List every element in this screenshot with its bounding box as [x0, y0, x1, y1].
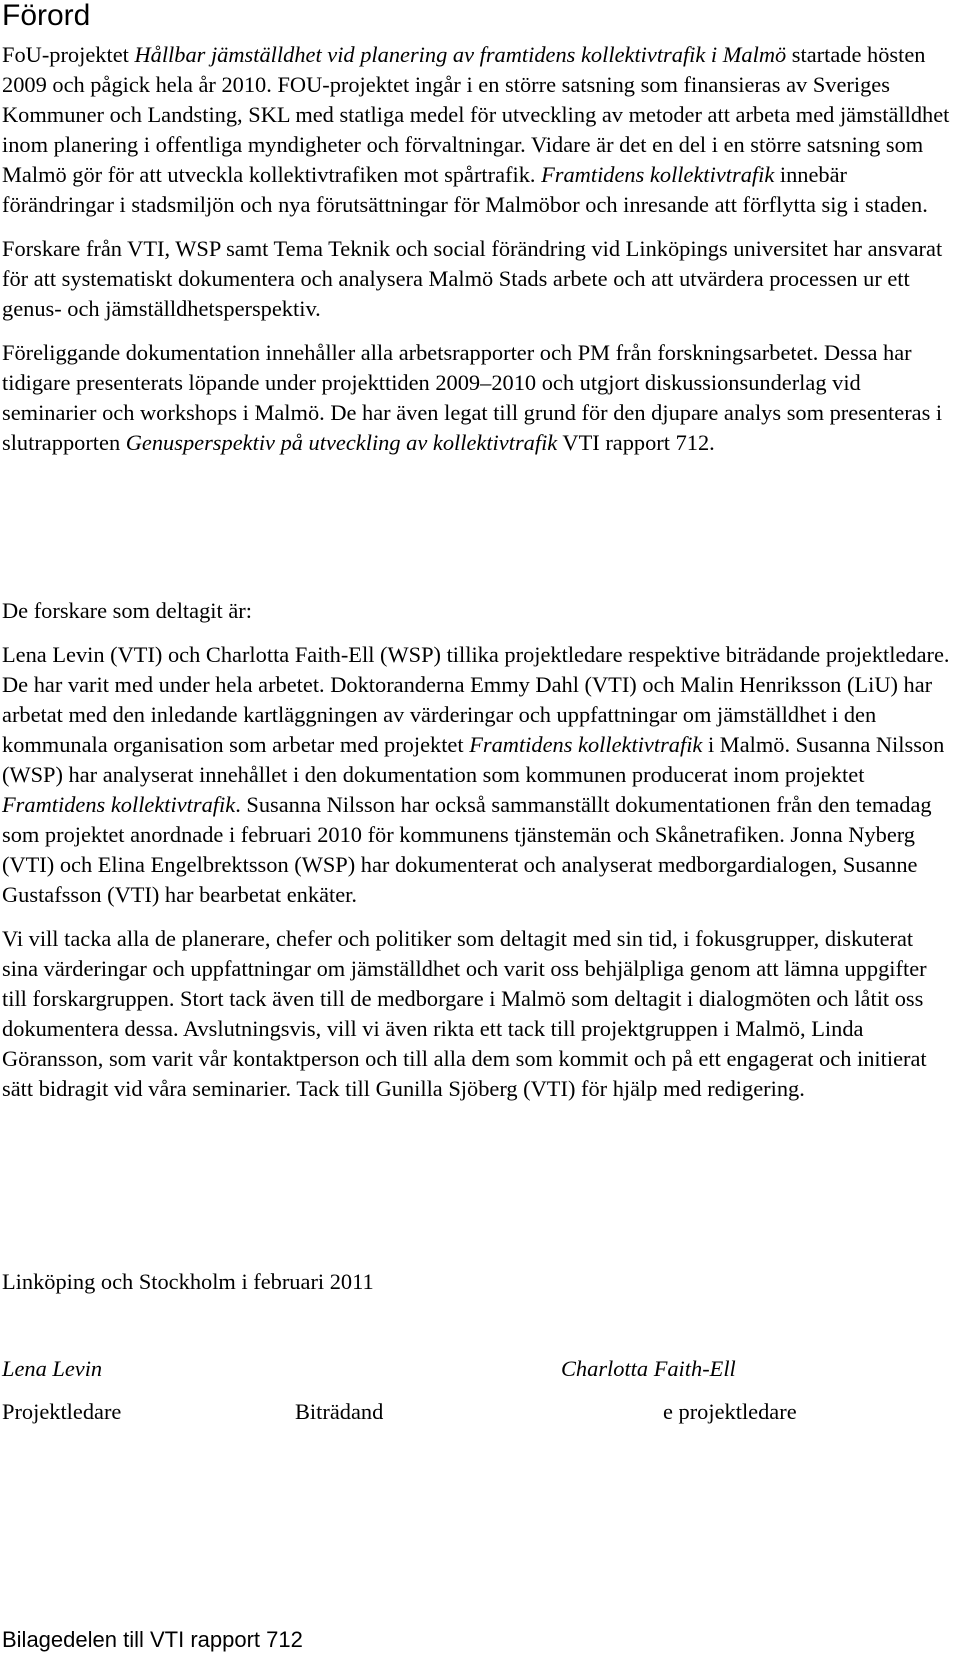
project-title: Framtidens kollektivtrafik [541, 162, 775, 187]
text-run: innebär förändringar i stadsmiljön och nya förutsättningar för Malmöbor och inresande att förflytta sig i staden. [2, 162, 928, 217]
intro-paragraph-3 [2, 338, 952, 458]
place-date: Linköping och Stockholm i februari 2011 [2, 1269, 374, 1294]
intro-paragraph-1 [2, 40, 952, 220]
project-title: Framtidens kollektivtrafik [469, 732, 703, 757]
page-heading: Förord [2, 0, 91, 32]
signature-role-bitradand: Biträdand [295, 1399, 384, 1424]
researchers-section [2, 596, 952, 1118]
text-run: FoU-projektet [2, 42, 135, 67]
intro-section [2, 40, 952, 472]
signature-role-projektledare: Projektledare [2, 1399, 122, 1424]
text-run: startade hösten 2009 och pågick hela år 2010. FOU-projektet ingår i en större satsning som finansieras av Sveriges Kommuner och Landsting, SKL med statliga medel för utveckling av metoder att arbeta med jämställdhet inom planering i offentliga myndigheter och förvaltningar. Vidare är det en del i en större satsning som Malmö gör för att utveckla kollektivtrafiken mot spårtrafik. [2, 42, 950, 187]
signature-name-lena-levin: Lena Levin [2, 1356, 103, 1381]
report-title: Genusperspektiv på utveckling av kollektivtrafik [125, 430, 558, 455]
text-run: i Malmö. Susanna Nilsson (WSP) har analyserat innehållet i den dokumentation som kommunen producerat inom projektet [2, 732, 945, 787]
researchers-paragraph-1 [2, 640, 952, 910]
text-run: Lena Levin (VTI) och Charlotta Faith-Ell (WSP) tillika projektledare respektive biträdande projektledare. De har varit med under hela arbetet. Doktoranderna Emmy Dahl (VTI) och Malin Henriksson (LiU) har arbetat med den inledande kartläggningen av värderingar och uppfattningar om jämställdhet i den kommunala organisation som arbetar med projektet [2, 642, 950, 757]
signature-name-charlotta-faith-ell: Charlotta Faith-Ell [561, 1356, 736, 1381]
acknowledgements-paragraph: Vi vill tacka alla de planerare, chefer och politiker som deltagit med sin tid, i fokusgrupper, diskuterat sina värderingar och uppfattningar om jämställdhet och varit oss behjälpliga genom att lämna uppgifter till forskargruppen. Stort tack även till de medborgare i Malmö som deltagit i dialogmöten och låtit oss dokumentera dessa. Avslutningsvis, vill vi även rikta ett tack till projektgruppen i Malmö, Linda Göransson, som varit vår kontaktperson och till alla dem som kommit och på ett engagerat och initierat sätt bidragit vid våra seminarier. Tack till Gunilla Sjöberg (VTI) för hjälp med redigering. [2, 926, 927, 1101]
researchers-heading: De forskare som deltagit är: [2, 598, 252, 623]
text-run: VTI rapport 712. [557, 430, 715, 455]
project-title: Hållbar jämställdhet vid planering av framtidens kollektivtrafik i Malmö [134, 42, 787, 67]
signature-block [2, 1354, 952, 1434]
text-run: . Susanna Nilsson har också sammanställt dokumentationen från den temadag som projektet anordnade i februari 2010 för kommunens tjänstemän och Skånetrafiken. Jonna Nyberg (VTI) och Elina Engelbrektsson (WSP) har dokumenterat och analyserat medborgardialogen, Susanne Gustafsson (VTI) har bearbetat enkäter. [2, 792, 932, 907]
page-footer: Bilagedelen till VTI rapport 712 [2, 1627, 303, 1652]
project-title: Framtidens kollektivtrafik [2, 792, 236, 817]
intro-paragraph-2: Forskare från VTI, WSP samt Tema Teknik och social förändring vid Linköpings universitet har ansvarat för att systematiskt dokumentera och analysera Malmö Stads arbete och att utvärdera processen ur ett genus- och jämställdhetsperspektiv. [2, 236, 943, 321]
signature-role-e-projektledare: e projektledare [663, 1399, 797, 1424]
text-run: Föreliggande dokumentation innehåller alla arbetsrapporter och PM från forskningsarbetet. Dessa har tidigare presenterats löpande under projekttiden 2009–2010 och utgjort diskussionsunderlag vid seminarier och workshops i Malmö. De har även legat till grund för den djupare analys som presenteras i slutrapporten [2, 340, 943, 455]
